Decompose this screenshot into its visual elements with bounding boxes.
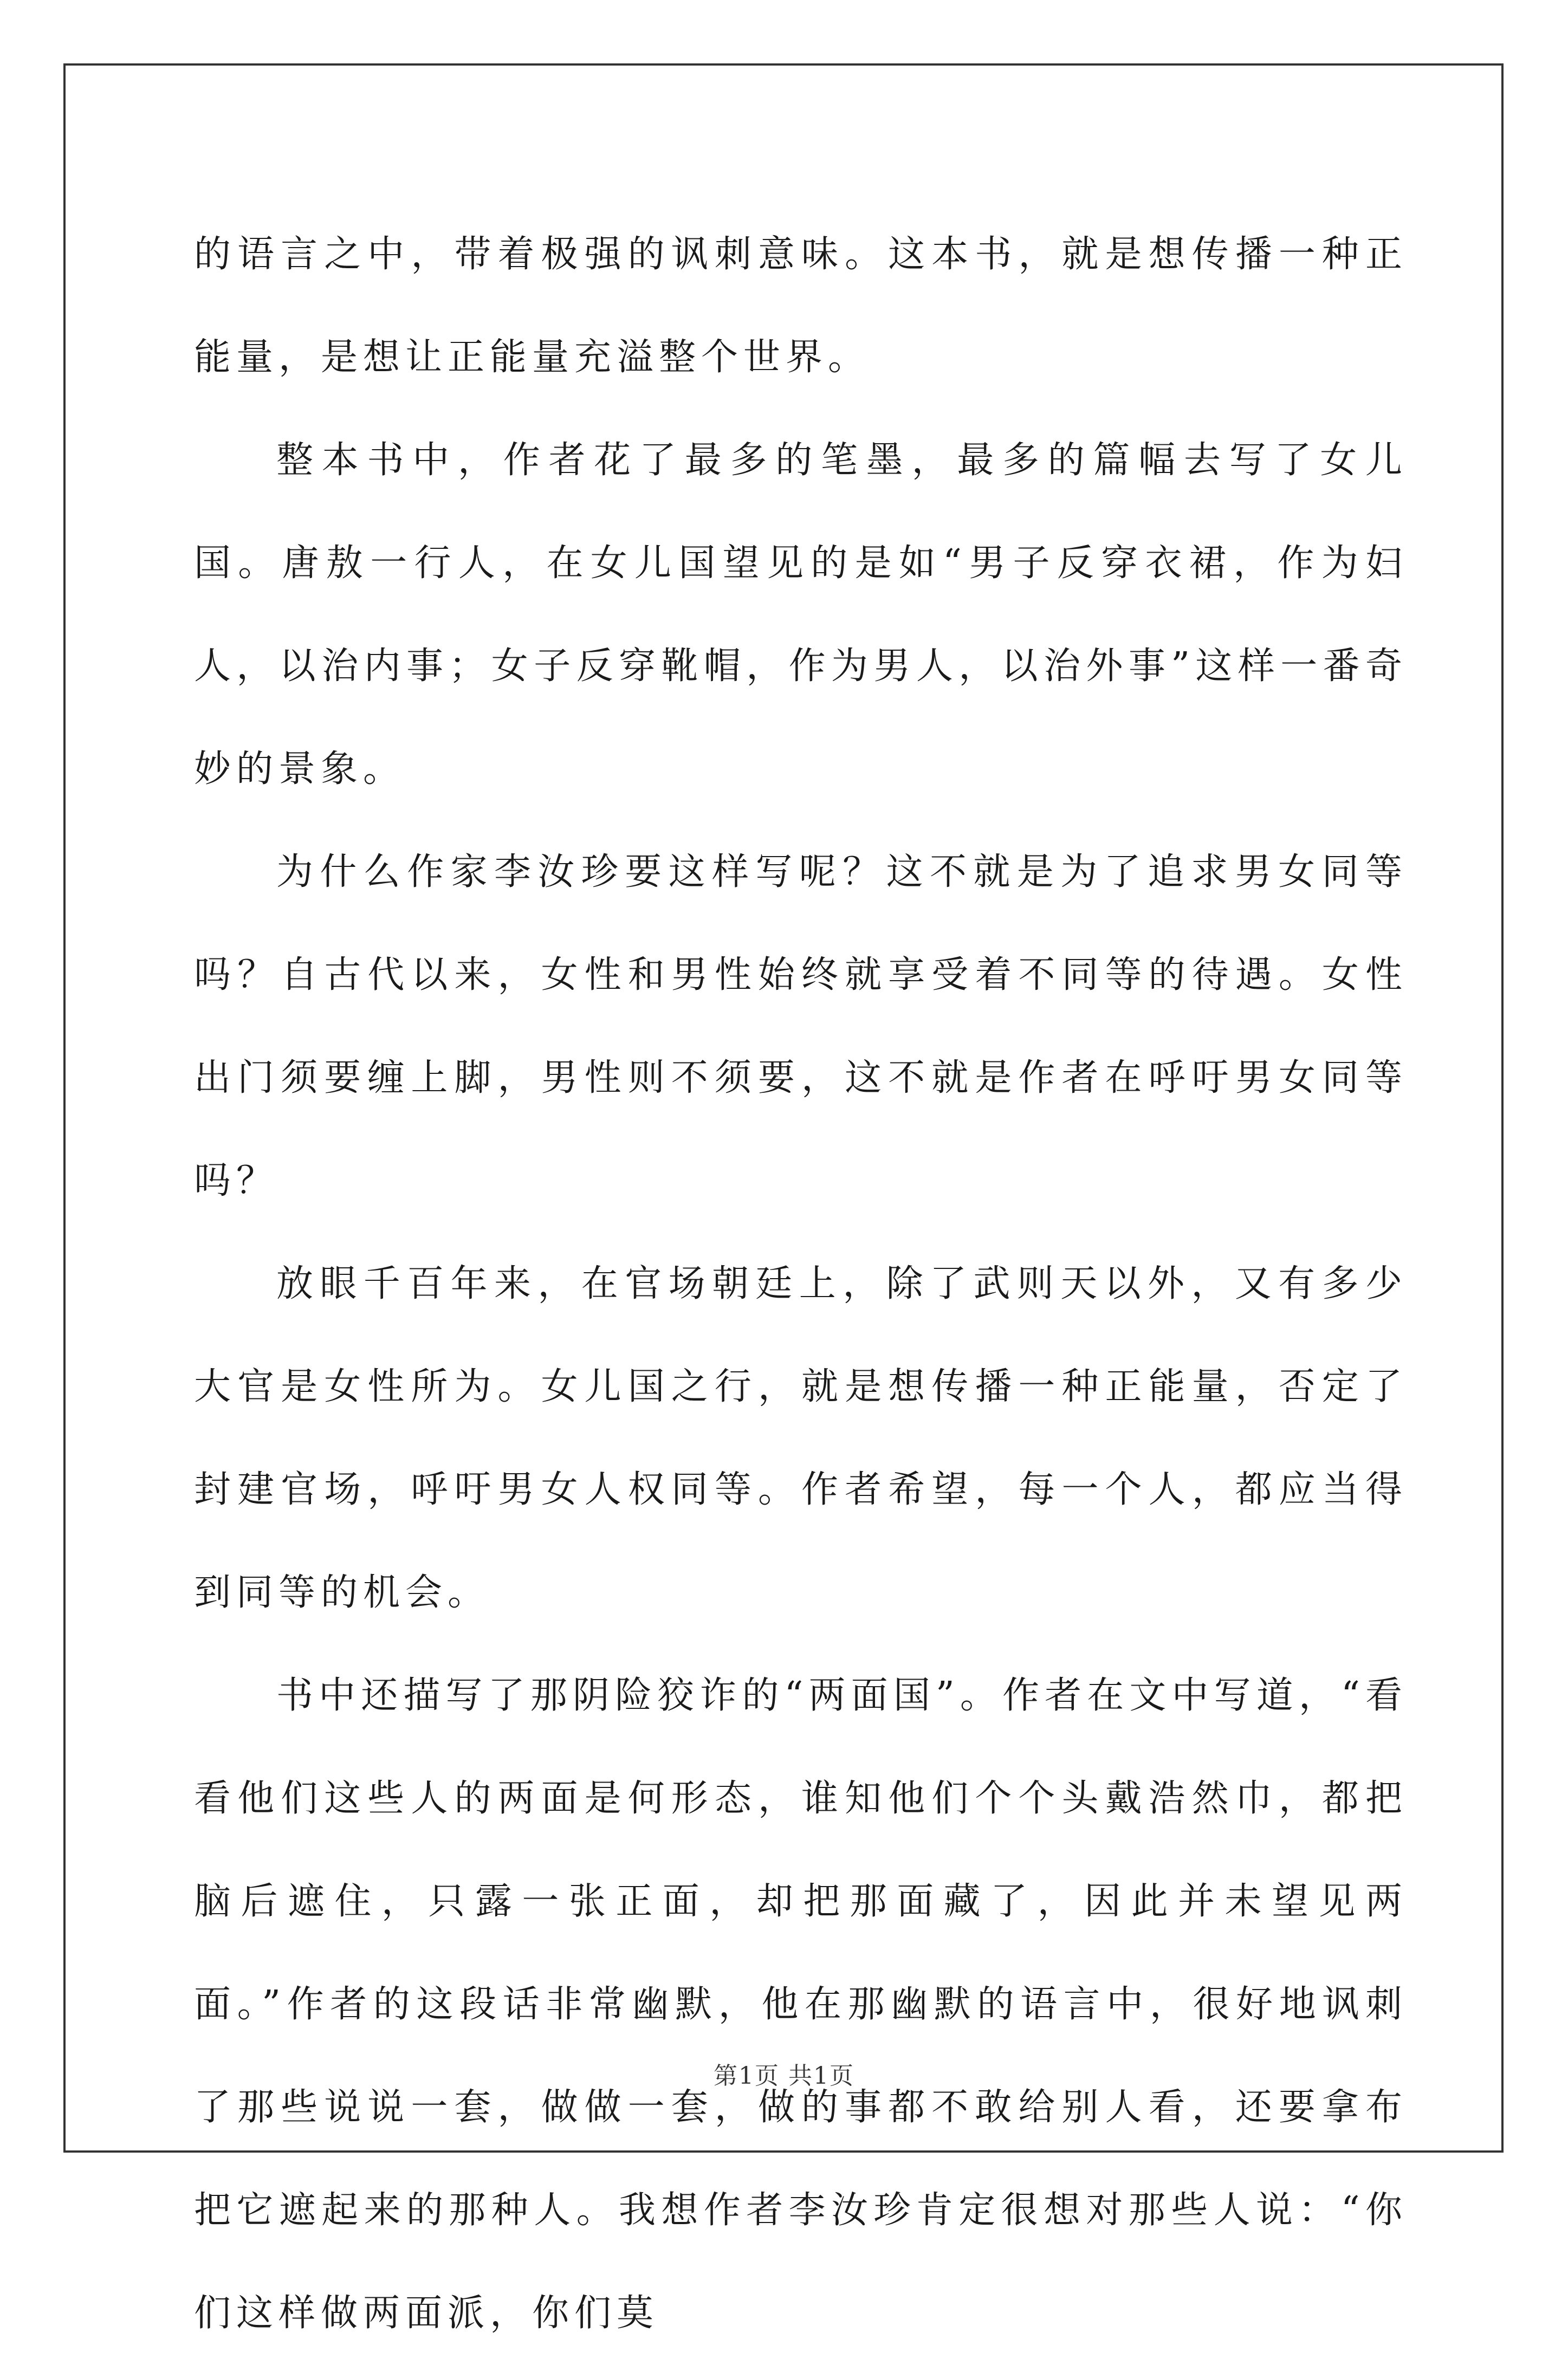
paragraph-1: 的语言之中，带着极强的讽刺意味。这本书，就是想传播一种正能量，是想让正能量充溢整个世界。 <box>194 233 1408 379</box>
page-footer: 第1页 共1页 <box>714 2062 854 2090</box>
paragraph-2: 整本书中，作者花了最多的笔墨，最多的篇幅去写了女儿国。唐敖一行人，在女儿国望见的是如“男子反穿衣裙，作为妇人，以治内事；女子反穿靴帽，作为男人，以治外事”这样一番奇妙的景象。 <box>194 439 1408 791</box>
paragraph-3: 为什么作家李汝珍要这样写呢？这不就是为了追求男女同等吗？自古代以来，女性和男性始终就享受着不同等的待遇。女性出门须要缠上脚，男性则不须要，这不就是作者在呼吁男女同等吗？ <box>194 851 1408 1202</box>
paragraph-4: 放眼千百年来，在官场朝廷上，除了武则天以外，又有多少大官是女性所为。女儿国之行，就是想传播一种正能量，否定了封建官场，呼吁男女人权同等。作者希望，每一个人，都应当得到同等的机会。 <box>194 1262 1408 1614</box>
paragraph-5: 书中还描写了那阴险狡诈的“两面国”。作者在文中写道，“看看他们这些人的两面是何形态，谁知他们个个头戴浩然巾，都把脑后遮住，只露一张正面，却把那面藏了，因此并未望见两面。”作者的这段话非常幽默，他在那幽默的语言中，很好地讽刺了那些说说一套，做做一套，做的事都不敢给别人看，还要拿布把它遮起来的那种人。我想作者李汝珍肯定很想对那些人说：“你们这样做两面派，你们莫 <box>194 1674 1408 2335</box>
document-body <box>194 203 1408 2365</box>
